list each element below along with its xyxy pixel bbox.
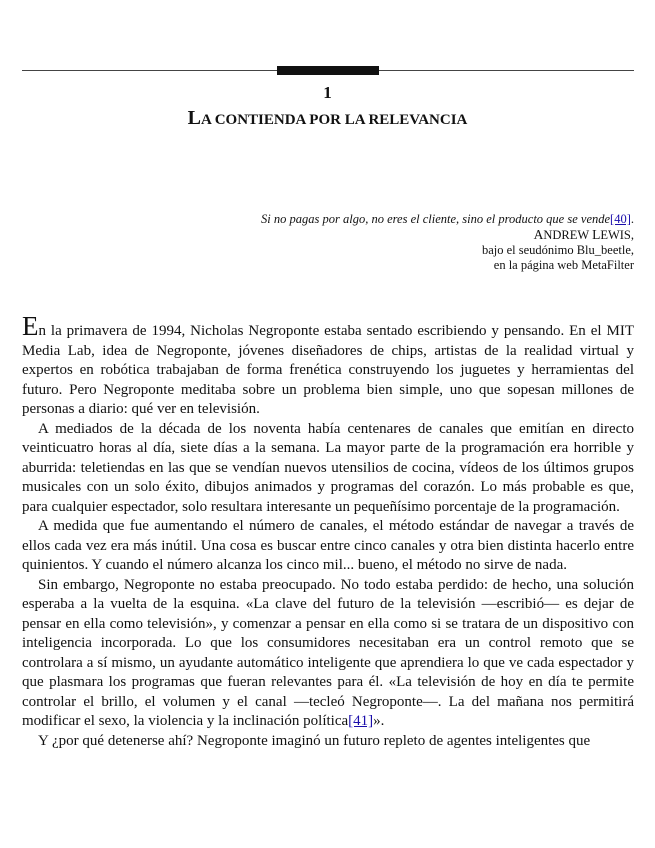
chapter-title-initial: L [187,107,201,129]
footnote-link-41[interactable]: [41] [348,713,374,729]
paragraph-1 [22,311,634,420]
epigraph-quote-line [40,212,634,227]
epigraph-line-2: bajo el seudónimo Blu_beetle, [481,243,634,257]
paragraph-3: A medida que fue aumentando el número de canales, el método estándar de navegar a través de ellos cada vez era más inútil. Una cosa es buscar entre cinco canales y otra bien distinta hacerlo entre quinientos. Y cuando el número alcanza los cinco mil... bueno, el método no sirve de nada. [22,518,634,573]
epigraph-author [40,227,634,243]
epigraph-quote-end: . [630,212,634,226]
epigraph [40,212,634,273]
body-text [22,311,634,751]
author-rest-2: EWIS, [600,228,634,242]
author-rest-1: NDREW [543,228,593,242]
drop-cap: E [22,311,39,341]
chapter-number: 1 [323,83,332,102]
author-initial-2: L [592,227,601,242]
epigraph-quote: Si no pagas por algo, no eres el cliente, sino el producto que se vende [261,212,611,226]
paragraph-4-text: Sin embargo, Negroponte no estaba preocupado. No todo estaba perdido: de hecho, una solución esperaba a la vuelta de la esquina. «La clave del futuro de la televisión —escribió— es dejar de pensar en ella como televisión», y comenzar a pensar en ella como si se tratara de un dispositivo con inteligencia incorporada. Lo que los consumidores necesitaban era un control remoto que se controlara a sí mismo, un ayudante automático inteligente que aprendiera lo que ve cada espectador y que plasmara los programas que fueran relevantes para él. «La televisión de hoy en día te permite controlar el brillo, el volumen y el canal —tecleó Negroponte—. La del mañana nos permitirá modificar el sexo, la violencia y la inclinación política [22,576,634,729]
paragraph-4 [22,576,634,732]
paragraph-5: Y ¿por qué detenerse ahí? Negroponte imaginó un futuro repleto de agentes inteligentes que [38,732,591,749]
author-initial-1: A [533,227,544,242]
paragraph-2: A mediados de la década de los noventa había centenares de canales que emitían en directo veinticuatro horas al día, siete días a la semana. La mayor parte de la programación era horrible y aburrida: teletiendas en las que se vendían nuevos utensilios de cocina, vídeos de los últimos grupos musicales con un solo éxito, dibujos animados y programas del corazón. Lo más probable es que, para cualquier espectador, solo resultara interesante un pequeñísimo porcentaje de la programación. [22,420,634,515]
chapter-title-rest: A CONTIENDA POR LA RELEVANCIA [200,112,468,128]
paragraph-4-end: ». [373,713,385,729]
paragraph-1-text: n la primavera de 1994, Nicholas Negroponte estaba sentado escribiendo y pensando. En el MIT Media Lab, idea de Negroponte, jóvenes diseñadores de chips, artistas de la realidad virtual y expertos en robótica trabajaban de forma frenética construyendo los juguetes y herramientas del futuro. Pero Negroponte meditaba sobre un problema bien simple, uno que sopesan millones de personas a diario: qué ver en televisión. [22,323,634,417]
epigraph-line-3: en la página web MetaFilter [493,258,634,272]
chapter-rule-bar [277,66,379,75]
footnote-link-40[interactable]: [40] [610,212,631,226]
chapter-title [0,107,655,130]
